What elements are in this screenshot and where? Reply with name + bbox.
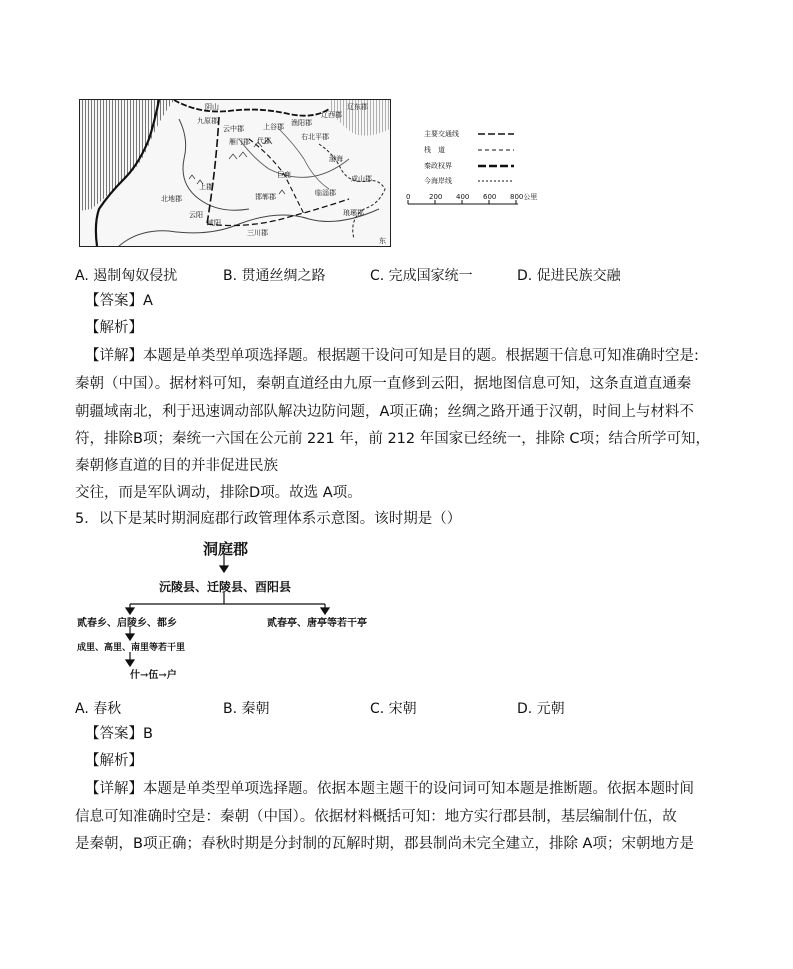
qin-map-image <box>79 99 391 247</box>
map-label: 辽西郡 <box>321 111 342 119</box>
map-label: 渔阳郡 <box>291 119 312 127</box>
map-label: 临淄郡 <box>315 189 336 197</box>
q4-option-d[interactable]: D. 促进民族交融 <box>517 268 621 284</box>
map-label: 渤海 <box>329 155 343 163</box>
legend-label: 栈 道 <box>424 146 445 154</box>
scale-label: 800公里 <box>510 193 538 201</box>
diagram-top-node: 洞庭郡 <box>203 540 249 558</box>
map-label: 咸阳 <box>207 219 221 227</box>
scale-label: 200 <box>429 193 443 201</box>
diagram-ting-node: 贰春亭、唐亭等若干亭 <box>267 618 367 629</box>
q5-answer <box>85 724 153 744</box>
q5-detail-line: 【详解】本题是单类型单项选择题。依据本题主题干的设问词可知本题是推断题。依据本题时间 <box>85 781 694 797</box>
q4-analysis-label: 【解析】 <box>85 320 143 336</box>
q4-detail-line: 符，排除B项；秦统一六国在公元前 221 年，前 212 年国家已经统一，排除 C项；结合所学可知， <box>75 431 710 447</box>
map-label: 云阳 <box>189 211 203 219</box>
legend-label: 主要交通线 <box>424 130 459 138</box>
q4-answer <box>85 291 153 311</box>
q5-option-d[interactable]: D. 元朝 <box>517 701 565 717</box>
map-label: 琅琊郡 <box>343 209 364 217</box>
map-label: 巨鹿 <box>277 171 291 179</box>
q4-detail-line: 秦朝（中国）。据材料可知，秦朝直道经由九原一直修到云阳，据地图信息可知，这条直道直通秦 <box>75 376 692 392</box>
q5-detail-line: 是秦朝，B项正确；春秋时期是分封制的瓦解时期，郡县制尚未完全建立，排除 A项；宋朝地方是 <box>75 836 694 852</box>
map-label: 三川郡 <box>247 229 268 237</box>
q5-analysis-label: 【解析】 <box>85 753 143 769</box>
question-number: 5． <box>75 511 99 527</box>
map-label: 上谷郡 <box>263 123 284 131</box>
diagram-connectors <box>75 538 395 688</box>
map-label: 北地郡 <box>161 195 182 203</box>
map-label: 阴山 <box>205 103 219 111</box>
map-label: 右北平郡 <box>301 133 329 141</box>
scale-label: 600 <box>483 193 497 201</box>
answer-value: B <box>143 726 153 742</box>
answer-label: 【答案】 <box>85 726 143 742</box>
map-legend <box>406 128 576 218</box>
q4-detail-line: 交往，而是军队调动，排除D项。故选 A项。 <box>75 485 362 501</box>
scale-label: 0 <box>406 193 411 201</box>
scale-label: 400 <box>456 193 470 201</box>
diagram-township-node: 贰春乡、启陵乡、都乡 <box>77 618 177 629</box>
question-text: 以下是某时期洞庭郡行政管理体系示意图。该时期是（） <box>98 511 462 527</box>
map-label: 上郡 <box>199 183 213 191</box>
q4-detail-line: 朝疆域南北，利于迅速调动部队解决边防问题，A项正确；丝绸之路开通于汉朝，时间上与材料不 <box>75 404 694 420</box>
q5-stem <box>75 509 461 529</box>
map-label: 东 <box>379 237 386 245</box>
map-label: 邯郸郡 <box>255 193 276 201</box>
map-label: 云中郡 <box>223 125 244 133</box>
q4-option-c[interactable]: C. 完成国家统一 <box>370 268 473 284</box>
answer-label: 【答案】 <box>85 293 143 309</box>
q4-option-b[interactable]: B. 贯通丝绸之路 <box>223 268 326 284</box>
map-label: 成山郡 <box>351 175 372 183</box>
q4-option-a[interactable]: A. 遏制匈奴侵扰 <box>75 268 178 284</box>
diagram-county-node: 沅陵县、迁陵县、酉阳县 <box>159 580 292 594</box>
map-label: 辽东郡 <box>347 103 368 111</box>
q4-detail-line: 秦朝修直道的目的并非促进民族 <box>75 458 278 474</box>
map-label: 雁门郡 <box>229 138 250 146</box>
q5-option-c[interactable]: C. 宋朝 <box>370 701 417 717</box>
answer-value: A <box>143 293 153 309</box>
map-label: 九原郡 <box>197 117 218 125</box>
legend-label: 今海岸线 <box>424 177 452 185</box>
diagram-bottom-node: 什→伍→户 <box>130 670 177 681</box>
q4-detail-line: 【详解】本题是单类型单项选择题。根据题干设问可知是目的题。根据题干信息可知准确时空是: <box>85 348 699 364</box>
dongting-admin-diagram <box>75 538 395 688</box>
q5-option-b[interactable]: B. 秦朝 <box>223 701 270 717</box>
diagram-li-node: 成里、高里、南里等若干里 <box>77 643 186 653</box>
map-label: 代郡 <box>257 137 271 145</box>
q5-option-a[interactable]: A. 春秋 <box>75 701 122 717</box>
legend-label: 秦政权界 <box>424 162 452 170</box>
q5-detail-line: 信息可知准确时空是：秦朝（中国）。依据材料概括可知：地方实行郡县制，基层编制什伍，故 <box>75 809 677 825</box>
